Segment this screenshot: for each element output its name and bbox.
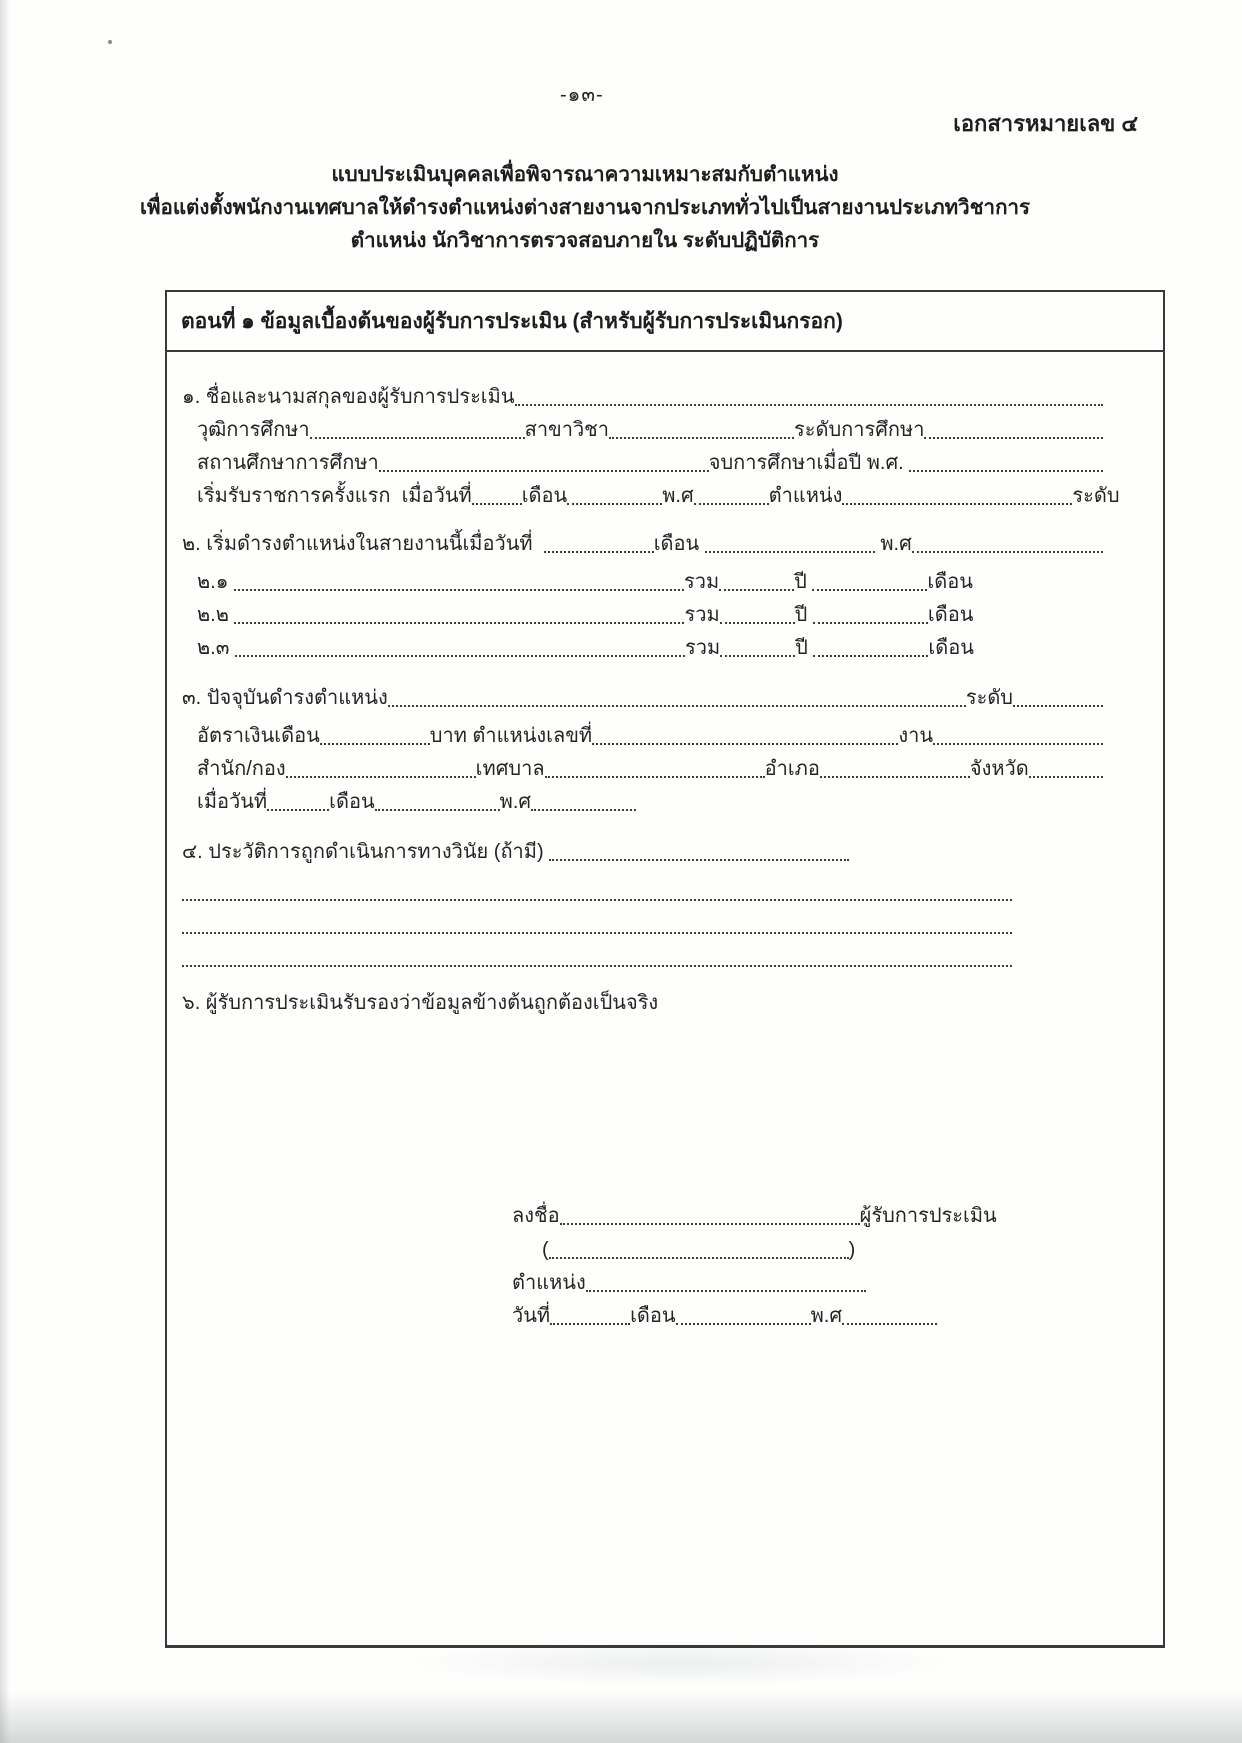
field-label: เดือน — [630, 1305, 676, 1327]
dotted-blank-field — [812, 569, 927, 591]
form-title — [0, 158, 1170, 257]
form-title-line-3: ตำแหน่ง นักวิชาการตรวจสอบภายใน ระดับปฏิบัติการ — [350, 229, 820, 252]
dotted-blank-field — [586, 1270, 866, 1292]
field-label: ๒.๓ — [197, 637, 235, 659]
form-line — [182, 1197, 1103, 1230]
field-label: สถานศึกษาการศึกษา — [197, 452, 379, 474]
field-label: วุฒิการศึกษา — [197, 419, 310, 441]
dotted-blank-field — [234, 602, 684, 624]
dotted-blank-field — [549, 1237, 849, 1259]
field-label: ผู้รับการประเมิน — [859, 1205, 997, 1227]
form-line — [182, 906, 1103, 939]
form-line — [182, 1297, 1103, 1330]
dotted-blank-field — [813, 635, 928, 657]
field-label: เริ่มรับราชการครั้งแรก เมื่อวันที่ — [197, 485, 472, 507]
dotted-blank-field — [933, 723, 1103, 745]
field-label: เดือน — [653, 533, 705, 555]
field-label: ๒.๒ — [197, 604, 235, 626]
field-label: จังหวัด — [969, 758, 1029, 780]
form-line — [182, 717, 1103, 750]
dotted-blank-field — [549, 839, 849, 861]
field-label: เดือน — [521, 485, 568, 507]
dotted-blank-field — [182, 879, 1012, 901]
dotted-blank-field — [545, 756, 765, 778]
form-line — [182, 679, 1103, 712]
form-title-line-2: เพื่อแต่งตั้งพนักงานเทศบาลให้ดำรงตำแหน่งต่างสายงานจากประเภททั่วไปเป็นสายงานประเภทวิชาการ — [139, 196, 1031, 219]
field-label: งาน — [898, 725, 933, 747]
dotted-blank-field — [720, 602, 795, 624]
field-label: ๓. ปัจจุบันดำรงตำแหน่ง — [182, 687, 388, 709]
dotted-blank-field — [567, 483, 662, 505]
dotted-blank-field — [609, 417, 794, 439]
field-label: เดือน — [927, 604, 974, 626]
field-label: ๖. ผู้รับการประเมินรับรองว่าข้อมูลข้างต้นถูกต้องเป็นจริง — [182, 992, 659, 1014]
dotted-blank-field — [912, 531, 1103, 553]
dotted-blank-field — [379, 450, 709, 472]
field-label: บาท ตำแหน่งเลขที่ — [429, 725, 593, 747]
field-label: ปี — [795, 637, 814, 659]
section-1-body — [167, 352, 1163, 1330]
field-label: เมื่อวันที่ — [197, 791, 268, 813]
dotted-blank-field — [182, 912, 1012, 934]
field-label: พ.ศ — [662, 485, 694, 507]
field-label: สาขาวิชา — [524, 419, 609, 441]
field-label: เดือน — [927, 571, 973, 593]
form-line — [182, 873, 1103, 906]
dotted-blank-field — [472, 483, 522, 505]
field-label: ตำแหน่ง — [512, 1272, 586, 1294]
field-label: วันที่ — [512, 1305, 551, 1327]
field-label: รวม — [684, 604, 720, 626]
field-label: ๑. ชื่อและนามสกุลของผู้รับการประเมิน — [182, 386, 515, 408]
form-line — [182, 783, 1103, 816]
field-label: ระดับ — [965, 687, 1013, 709]
field-label: ระดับ — [1072, 485, 1120, 507]
form-line — [182, 629, 1103, 662]
dotted-blank-field — [182, 945, 1012, 967]
scan-bottom-shadow — [0, 1691, 1242, 1743]
field-label: สำนัก/กอง — [197, 758, 286, 780]
field-label: เดือน — [329, 791, 375, 813]
scan-speck — [108, 40, 112, 44]
field-label: ๔. ประวัติการถูกดำเนินการทางวินัย (ถ้ามี) — [182, 841, 550, 863]
field-label: พ.ศ — [810, 1305, 843, 1327]
dotted-blank-field — [531, 789, 636, 811]
form-line — [182, 939, 1103, 972]
dotted-blank-field — [909, 450, 1103, 472]
document-number-label: เอกสารหมายเลข ๔ — [953, 111, 1138, 136]
dotted-blank-field — [592, 723, 898, 745]
field-label: ปี — [794, 571, 813, 593]
field-label: ๒. เริ่มดำรงตำแหน่งในสายงานนี้เมื่อวันที่ — [182, 533, 544, 555]
field-label: อัตราเงินเดือน — [197, 725, 320, 747]
form-line — [182, 596, 1103, 629]
dotted-blank-field — [820, 756, 970, 778]
form-line — [182, 1264, 1103, 1297]
dotted-blank-field — [310, 417, 525, 439]
dotted-blank-field — [676, 1303, 811, 1325]
section-1-box — [165, 290, 1165, 1648]
form-line — [182, 563, 1103, 596]
dotted-blank-field — [267, 789, 329, 811]
field-label: เดือน — [928, 637, 974, 659]
field-label: ) — [848, 1239, 856, 1261]
field-label: พ.ศ — [874, 533, 912, 555]
dotted-blank-field — [842, 483, 1072, 505]
dotted-blank-field — [550, 1303, 630, 1325]
dotted-blank-field — [320, 723, 430, 745]
scan-edge-shading — [0, 0, 10, 1743]
field-label: รวม — [684, 637, 721, 659]
form-line — [182, 750, 1103, 783]
dotted-blank-field — [720, 635, 795, 657]
form-line — [182, 833, 1103, 866]
form-line — [182, 1231, 1103, 1264]
dotted-blank-field — [375, 789, 500, 811]
dotted-blank-field — [694, 483, 769, 505]
field-label: ระดับการศึกษา — [793, 419, 925, 441]
dotted-blank-field — [235, 635, 685, 657]
field-label: อำเภอ — [764, 758, 820, 780]
form-line — [182, 444, 1103, 477]
form-line — [182, 378, 1103, 411]
page-number: -๑๓- — [560, 84, 604, 106]
dotted-blank-field — [1029, 756, 1103, 778]
form-line — [182, 525, 1103, 558]
dotted-blank-field — [234, 569, 684, 591]
dotted-blank-field — [388, 685, 966, 707]
dotted-blank-field — [924, 417, 1103, 439]
form-title-line-1: แบบประเมินบุคคลเพื่อพิจารณาความเหมาะสมกับตำแหน่ง — [331, 163, 839, 186]
dotted-blank-field — [705, 531, 875, 553]
field-label: เทศบาล — [475, 758, 545, 780]
form-line — [182, 411, 1103, 444]
field-label: รวม — [684, 571, 720, 593]
dotted-blank-field — [1013, 685, 1103, 707]
field-label: จบการศึกษาเมื่อปี พ.ศ. — [708, 452, 910, 474]
field-label: ตำแหน่ง — [768, 485, 843, 507]
form-line — [182, 984, 1103, 1017]
dotted-blank-field — [842, 1303, 937, 1325]
section-1-header: ตอนที่ ๑ ข้อมูลเบื้องต้นของผู้รับการประเมิน (สำหรับผู้รับการประเมินกรอก) — [167, 292, 1163, 352]
field-label: ลงชื่อ — [512, 1205, 560, 1227]
dotted-blank-field — [515, 384, 1104, 406]
dotted-blank-field — [813, 602, 928, 624]
field-label: ปี — [794, 604, 813, 626]
dotted-blank-field — [719, 569, 794, 591]
form-line — [182, 477, 1120, 510]
field-label: ๒.๑ — [197, 571, 234, 593]
field-label: ( — [542, 1239, 549, 1261]
dotted-blank-field — [544, 531, 654, 553]
dotted-blank-field — [286, 756, 476, 778]
field-label: พ.ศ — [499, 791, 532, 813]
dotted-blank-field — [560, 1203, 860, 1225]
